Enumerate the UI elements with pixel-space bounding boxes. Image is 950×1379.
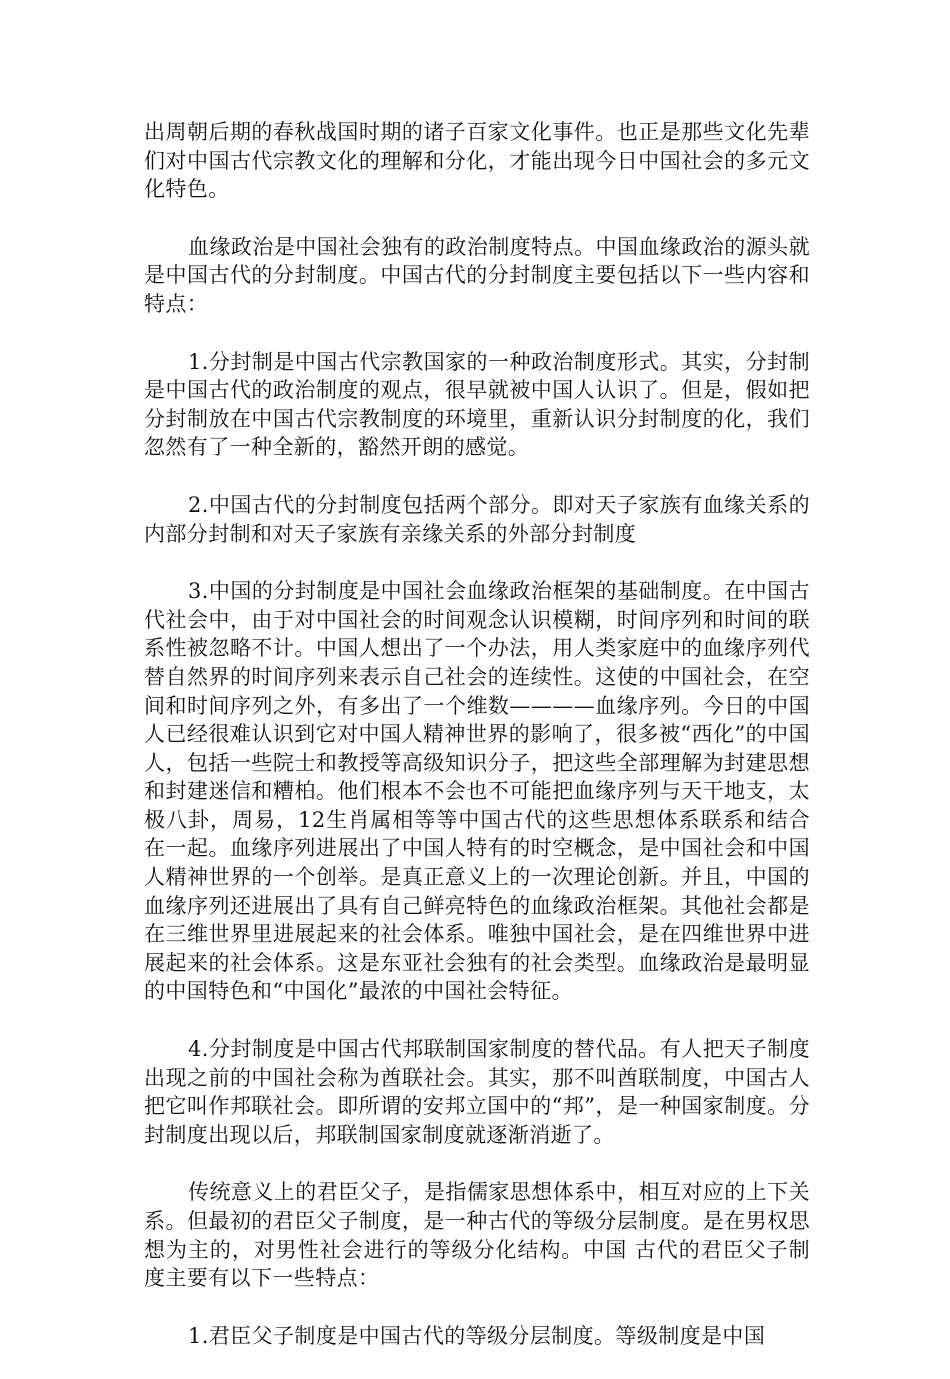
document-body [144,118,810,1379]
paragraph-1: 出周朝后期的春秋战国时期的诸子百家文化事件。也正是那些文化先辈们对中国古代宗教文化的理解和分化，才能出现今日中国社会的多元文化特色。 [144,120,810,202]
paragraph-4: 2.中国古代的分封制度包括两个部分。即对天子家族有血缘关系的内部分封制和对天子家族有亲缘关系的外部分封制度 [144,492,810,546]
paragraph-7: 传统意义上的君臣父子，是指儒家思想体系中，相互对应的上下关系。但最初的君臣父子制度，是一种古代的等级分层制度。是在男权思想为主的，对男性社会进行的等级分化结构。中国 古代的君臣父子制度主要有以下一些特点： [144,1180,810,1291]
paragraph-8: 1.君臣父子制度是中国古代的等级分层制度。等级制度是中国 [188,1323,766,1348]
paragraph-5: 3.中国的分封制度是中国社会血缘政治框架的基础制度。在中国古代社会中，由于对中国社会的时间观念认识模糊，时间序列和时间的联系性被忽略不计。中国人想出了一个办法，用人类家庭中的血缘序列代替自然界的时间序列来表示自己社会的连续性。这使的中国社会，在空间和时间序列之外，有多出了一个维数————血缘序列。今日的中国人已经很难认识到它对中国人精神世界的影响了，很多被“西化”的中国人，包括一些院士和教授等高级知识分子，把这些全部理解为封建思想和封建迷信和糟柏。他们根本不会也不可能把血缘序列与天干地支，太极八卦，周易，12生肖属相等等中国古代的这些思想体系联系和结合在一起。血缘序列进展出了中国人特有的时空概念，是中国社会和中国人精神世界的一个创举。是真正意义上的一次理论创新。并且，中国的血缘序列还进展出了具有自己鲜亮特色的血缘政治框架。其他社会都是在三维世界里进展起来的社会体系。唯独中国社会，是在四维世界中进展起来的社会体系。这是东亚社会独有的社会类型。血缘政治是最明显的中国特色和“中国化”最浓的中国社会特征。 [144,579,810,1004]
paragraph-3: 1.分封制是中国古代宗教国家的一种政治制度形式。其实，分封制是中国古代的政治制度的观点，很早就被中国人认识了。但是，假如把分封制放在中国古代宗教制度的环境里，重新认识分封制度的化，我们忽然有了一种全新的，豁然开朗的感觉。 [144,349,810,460]
paragraph-2: 血缘政治是中国社会独有的政治制度特点。中国血缘政治的源头就是中国古代的分封制度。中国古代的分封制度主要包括以下一些内容和特点： [144,234,810,316]
paragraph-6: 4.分封制度是中国古代邦联制国家制度的替代品。有人把天子制度出现之前的中国社会称为酋联社会。其实，那不叫酋联制度，中国古人把它叫作邦联社会。即所谓的安邦立国中的“邦”，是一种国家制度。分封制度出现以后，邦联制国家制度就逐渐消逝了。 [144,1037,810,1147]
